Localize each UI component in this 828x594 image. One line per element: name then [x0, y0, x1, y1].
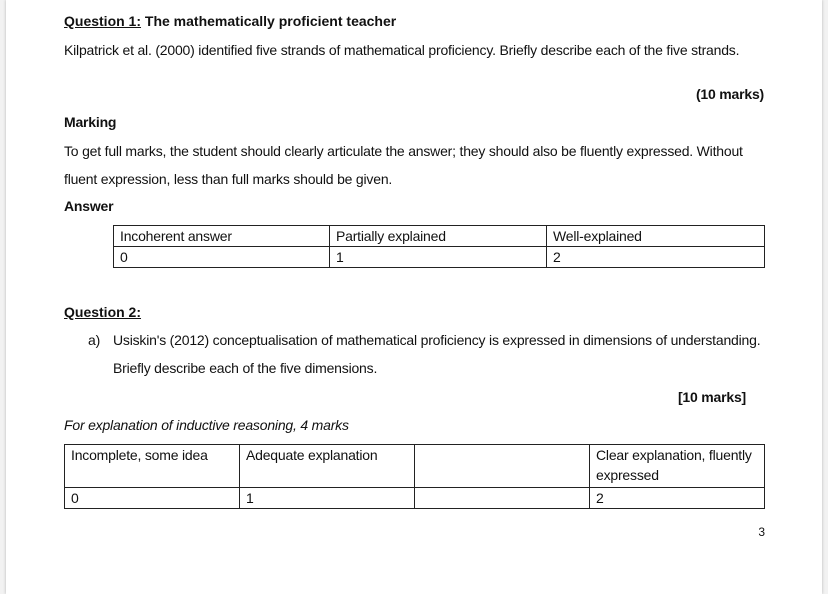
table-cell: 0: [114, 247, 330, 268]
question-1-marks: (10 marks): [695, 86, 764, 102]
table-cell: 2: [547, 247, 765, 268]
question-1-label: Question 1:: [64, 13, 142, 29]
marking-heading: Marking: [64, 114, 117, 130]
table-row: [114, 247, 765, 268]
table-row: [65, 445, 765, 488]
table-cell: 0: [65, 488, 240, 509]
table-header-cell: Incomplete, some idea: [65, 445, 240, 488]
answer-rubric-table: [113, 225, 765, 268]
question-2-line-2: Briefly describe each of the five dimensions.: [113, 360, 378, 376]
document-page: [6, 0, 822, 594]
table-header-cell: [415, 445, 590, 488]
question-1-heading: [64, 13, 396, 29]
table-row: [114, 226, 765, 247]
marking-line-1: To get full marks, the student should clearly articulate the answer; they should also be fluently expressed. Without: [64, 143, 743, 159]
marking-line-2: fluent expression, less than full marks should be given.: [64, 171, 393, 187]
table-header-cell: Clear explanation, fluently expressed: [590, 445, 765, 488]
question-2-marks: [10 marks]: [677, 389, 746, 405]
page-number: 3: [758, 525, 765, 539]
table-cell: 2: [590, 488, 765, 509]
table-header-cell: Incoherent answer: [114, 226, 330, 247]
question-2-heading: [64, 304, 141, 320]
table-cell: 1: [240, 488, 415, 509]
question-2-line-1: Usiskin's (2012) conceptualisation of mathematical proficiency is expressed in dimensions of understanding.: [113, 332, 761, 348]
table-cell: [415, 488, 590, 509]
table-header-cell: Partially explained: [330, 226, 547, 247]
question-1-prompt: Kilpatrick et al. (2000) identified five strands of mathematical proficiency. Briefly describe each of the five strands.: [64, 42, 740, 58]
question-2-rubric-table: [64, 444, 765, 509]
table-header-cell: Well-explained: [547, 226, 765, 247]
question-2-item-marker: a): [88, 332, 101, 348]
table-cell: 1: [330, 247, 547, 268]
table-header-cell: Adequate explanation: [240, 445, 415, 488]
question-2-label: Question 2:: [64, 304, 142, 320]
table-row: [65, 488, 765, 509]
answer-heading: Answer: [64, 198, 114, 214]
question-1-title: The mathematically proficient teacher: [144, 13, 397, 29]
rubric-note: For explanation of inductive reasoning, 4 marks: [64, 417, 349, 433]
